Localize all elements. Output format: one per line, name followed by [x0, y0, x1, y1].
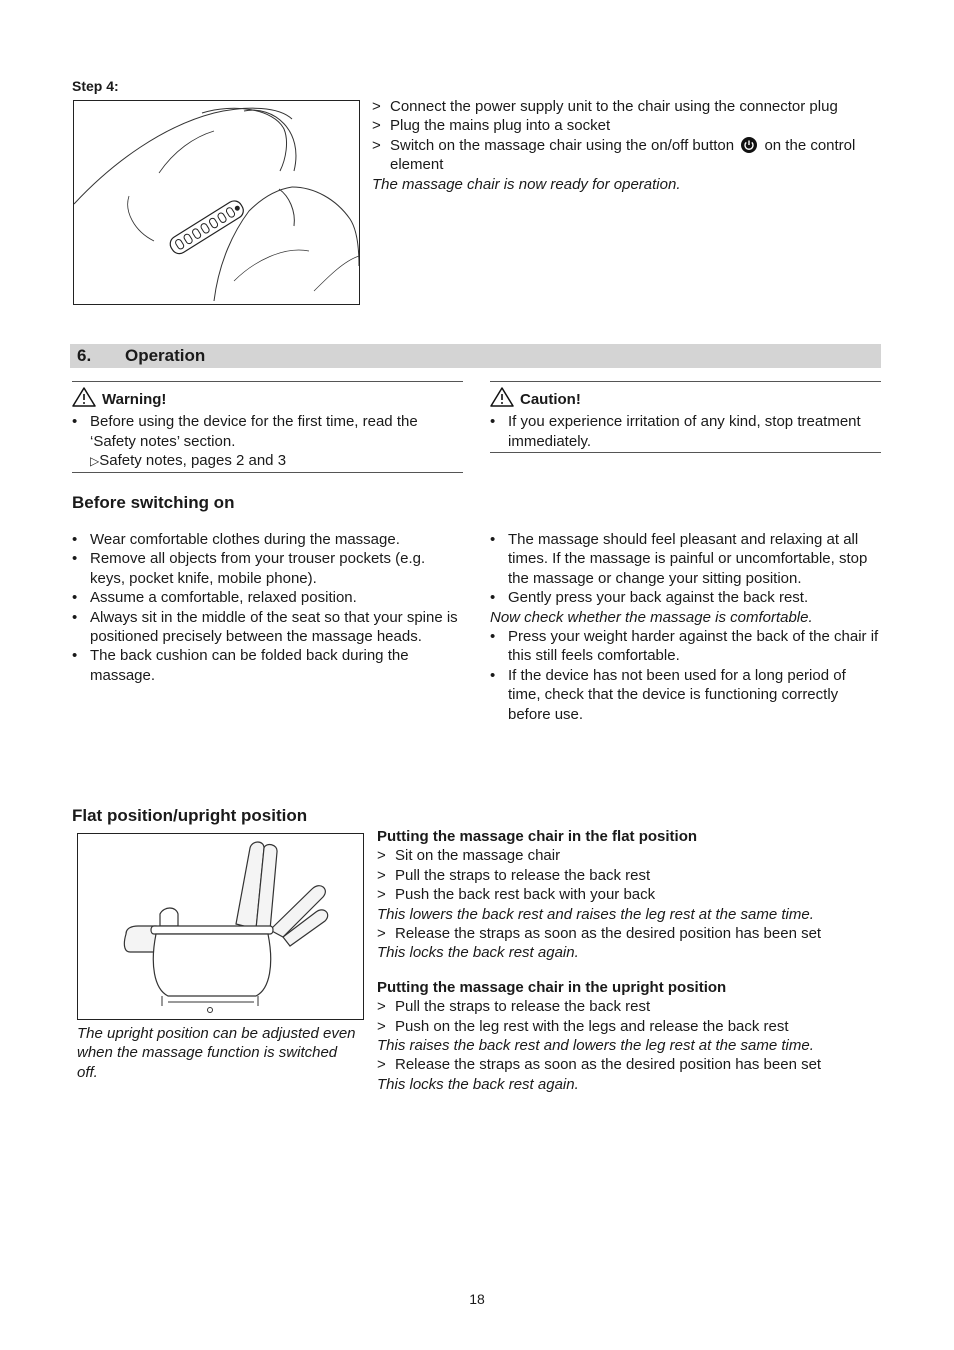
- control-element-illustration: [73, 100, 360, 305]
- page-number: 18: [469, 1291, 485, 1307]
- flat-instructions: [377, 827, 877, 1094]
- list-item: • Press your weight harder against the back of the chair if this still feels comfortable.: [490, 628, 879, 665]
- step4-instructions: [372, 97, 862, 194]
- step4-line: > Switch on the massage chair using the on/off button on the control element: [372, 136, 856, 174]
- caution-top-rule: [490, 381, 881, 382]
- caution-title: Caution!: [520, 391, 581, 408]
- before-note: Now check whether the massage is comfortable.: [490, 608, 813, 626]
- section-header-bar: [70, 344, 881, 368]
- reference-arrow-icon: ▷: [90, 454, 100, 469]
- section-title: Operation: [125, 346, 206, 365]
- chair-positions-illustration: [77, 833, 364, 1020]
- upright-position-title: Putting the massage chair in the upright position: [377, 978, 727, 996]
- warning-reference: ▷Safety notes, pages 2 and 3: [90, 452, 287, 470]
- before-right-list: [490, 530, 882, 724]
- step4-line: > Plug the mains plug into a socket: [372, 117, 611, 135]
- before-heading: Before switching on: [72, 493, 235, 512]
- caution-bullet: • If you experience irritation of any kind, stop treatment immediately.: [490, 413, 861, 450]
- list-item: • The back cushion can be folded back during the massage.: [72, 647, 409, 684]
- caution-bottom-rule: [490, 452, 881, 453]
- flat-step: > Push the back rest back with your back: [377, 886, 656, 904]
- hand-control-drawing: [74, 101, 359, 304]
- recliner-drawing: [78, 834, 363, 1019]
- caution-triangle-icon: [490, 387, 514, 407]
- upright-step: > Release the straps as soon as the desired position has been set: [377, 1056, 822, 1074]
- warning-bullet: • Before using the device for the first time, read the ‘Safety notes’ section.: [72, 413, 418, 450]
- flat-step: > Release the straps as soon as the desired position has been set: [377, 925, 822, 943]
- upright-note: This raises the back rest and lowers the leg rest at the same time.: [377, 1037, 814, 1055]
- list-item: • If the device has not been used for a long period of time, check that the device is functioning correctly before use.: [490, 666, 846, 723]
- before-left-list: [72, 530, 464, 685]
- upright-step: > Push on the leg rest with the legs and release the back rest: [377, 1017, 789, 1035]
- warning-box: [72, 387, 463, 472]
- upright-step: > Pull the straps to release the back rest: [377, 998, 651, 1016]
- flat-note: This lowers the back rest and raises the leg rest at the same time.: [377, 905, 814, 923]
- warning-bottom-rule: [72, 472, 463, 473]
- flat-heading: Flat position/upright position: [72, 806, 308, 825]
- warning-top-rule: [72, 381, 463, 382]
- flat-step: > Sit on the massage chair: [377, 847, 561, 865]
- step4-result: The massage chair is now ready for operation.: [372, 175, 681, 193]
- list-item: • Remove all objects from your trouser pockets (e.g. keys, pocket knife, mobile phone).: [72, 550, 426, 587]
- list-item: • Gently press your back against the back rest.: [490, 589, 809, 607]
- list-item: • Always sit in the middle of the seat so that your spine is positioned precisely between the massage heads.: [72, 608, 458, 646]
- step-label: Step 4:: [72, 78, 119, 94]
- warning-title: Warning!: [102, 391, 167, 408]
- list-item: • Wear comfortable clothes during the massage.: [72, 531, 400, 548]
- flat-note: This locks the back rest again.: [377, 944, 579, 962]
- list-item: • The massage should feel pleasant and relaxing at all times. If the massage is painful or uncomfortable, stop the massage or change your sitting position.: [490, 531, 868, 587]
- step4-line: > Connect the power supply unit to the chair using the connector plug: [372, 98, 838, 115]
- flat-step: > Pull the straps to release the back rest: [377, 866, 651, 884]
- section-number: 6.: [77, 346, 92, 365]
- power-icon: [741, 137, 757, 153]
- caution-box: [490, 387, 881, 451]
- list-item: • Assume a comfortable, relaxed position.: [72, 589, 357, 607]
- flat-caption: The upright position can be adjusted even when the massage function is switched off.: [77, 1025, 356, 1081]
- upright-note: This locks the back rest again.: [377, 1075, 579, 1093]
- flat-position-title: Putting the massage chair in the flat position: [377, 828, 698, 845]
- warning-triangle-icon: [72, 387, 96, 407]
